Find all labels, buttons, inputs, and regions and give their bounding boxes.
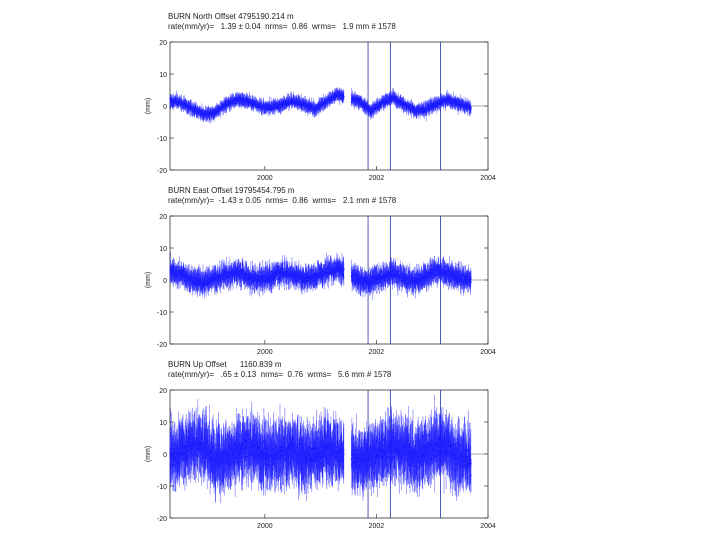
up-ytick-label: -20 <box>156 516 167 523</box>
east-ytick-label: 0 <box>163 278 167 285</box>
east-xtick-label: 2004 <box>480 349 496 356</box>
east-ylabel: (mm) <box>145 271 152 289</box>
east-rate-line: rate(mm/yr)= -1.43 ± 0.05 nrms= 0.86 wrms= 2.1 mm # 1578 <box>168 196 397 205</box>
up-ylabel: (mm) <box>145 445 152 463</box>
up-ytick-label: 10 <box>159 420 167 427</box>
up-ytick-label: 20 <box>159 388 167 395</box>
up-panel <box>140 360 510 538</box>
east-ytick-label: -10 <box>156 310 167 317</box>
up-title: BURN Up Offset 1160.839 m <box>168 360 282 369</box>
north-xtick-label: 2002 <box>368 175 385 182</box>
north-xtick-label: 2004 <box>480 175 496 182</box>
north-rate-line: rate(mm/yr)= 1.39 ± 0.04 nrms= 0.86 wrms= 1.9 mm # 1578 <box>168 22 396 31</box>
north-xtick-label: 2000 <box>257 175 273 182</box>
up-ytick-label: 0 <box>163 452 167 459</box>
up-xtick-label: 2002 <box>368 523 385 530</box>
east-ytick-label: -20 <box>156 342 167 349</box>
east-panel <box>140 186 510 364</box>
east-plot <box>140 208 510 366</box>
east-xtick-label: 2000 <box>257 349 273 356</box>
north-plot <box>140 34 510 192</box>
east-ytick-label: 20 <box>159 214 167 221</box>
east-ytick-label: 10 <box>159 246 167 253</box>
east-title: BURN East Offset 19795454.795 m <box>168 186 295 195</box>
up-xtick-label: 2000 <box>257 523 273 530</box>
north-title: BURN North Offset 4795190.214 m <box>168 12 294 21</box>
up-xtick-label: 2004 <box>480 523 496 530</box>
north-ytick-label: 10 <box>159 72 167 79</box>
north-panel <box>140 12 510 190</box>
east-xtick-label: 2002 <box>368 349 385 356</box>
north-ytick-label: 0 <box>163 104 167 111</box>
up-ytick-label: -10 <box>156 484 167 491</box>
north-ytick-label: -20 <box>156 168 167 175</box>
up-plot <box>140 382 510 540</box>
up-rate-line: rate(mm/yr)= .65 ± 0.13 nrms= 0.76 wrms= 5.6 mm # 1578 <box>168 370 392 379</box>
north-ylabel: (mm) <box>145 97 152 115</box>
north-ytick-label: -10 <box>156 136 167 143</box>
north-ytick-label: 20 <box>159 40 167 47</box>
